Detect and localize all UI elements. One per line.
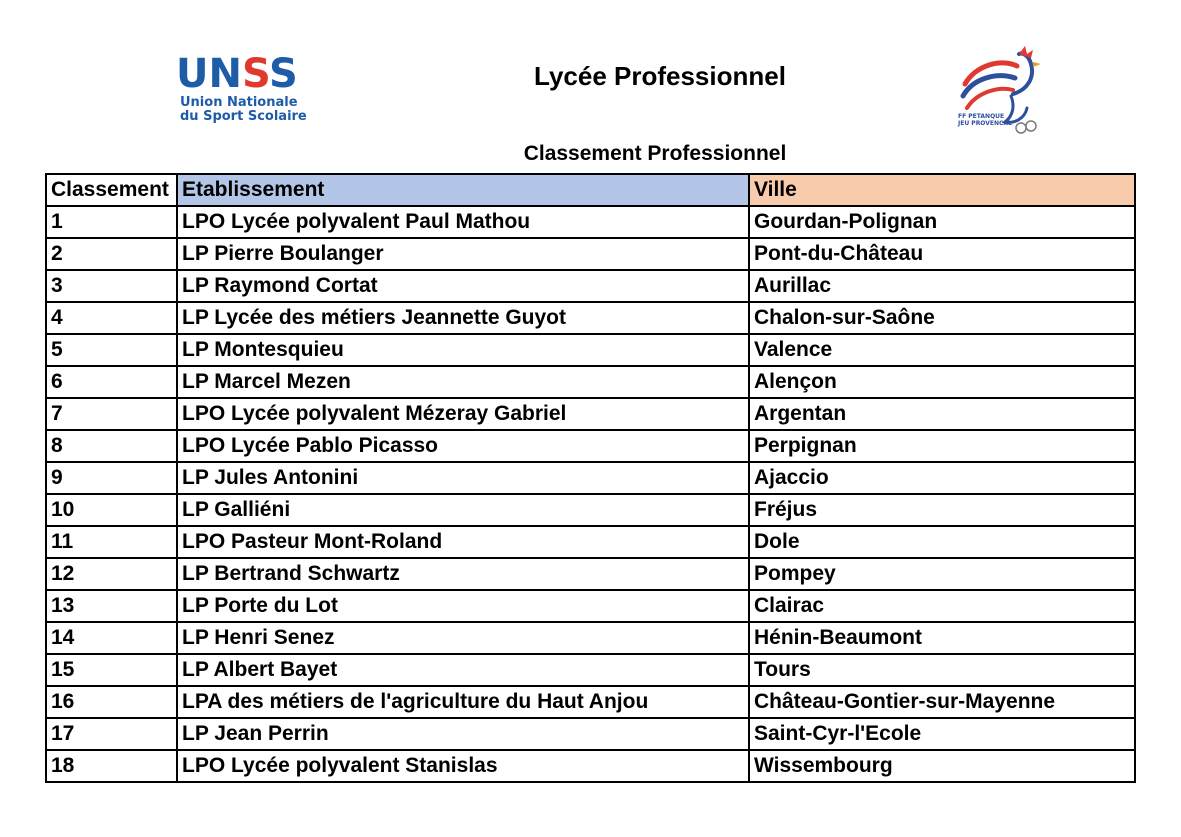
cell-classement: 7 <box>46 398 177 430</box>
cell-ville: Gourdan-Polignan <box>749 206 1135 238</box>
cell-ville: Alençon <box>749 366 1135 398</box>
cell-etablissement: LP Marcel Mezen <box>177 366 749 398</box>
table-row <box>46 398 1135 430</box>
cell-classement: 5 <box>46 334 177 366</box>
cell-etablissement: LP Henri Senez <box>177 622 749 654</box>
cell-classement: 17 <box>46 718 177 750</box>
table-row <box>46 270 1135 302</box>
cell-ville: Perpignan <box>749 430 1135 462</box>
cell-classement: 2 <box>46 238 177 270</box>
table-row <box>46 430 1135 462</box>
cell-classement: 9 <box>46 462 177 494</box>
cell-classement: 13 <box>46 590 177 622</box>
ffpjp-rooster-logo <box>955 44 1045 136</box>
cell-etablissement: LP Galliéni <box>177 494 749 526</box>
cell-etablissement: LPO Lycée polyvalent Stanislas <box>177 750 749 782</box>
cell-etablissement: LP Jules Antonini <box>177 462 749 494</box>
table-row <box>46 622 1135 654</box>
ffpjp-logo-line1: FF PETANQUE <box>958 113 1005 120</box>
cell-etablissement: LPO Pasteur Mont-Roland <box>177 526 749 558</box>
cell-ville: Hénin-Beaumont <box>749 622 1135 654</box>
cell-ville: Chalon-sur-Saône <box>749 302 1135 334</box>
table-row <box>46 718 1135 750</box>
cell-ville: Wissembourg <box>749 750 1135 782</box>
cell-ville: Fréjus <box>749 494 1135 526</box>
cell-classement: 10 <box>46 494 177 526</box>
table-row <box>46 526 1135 558</box>
cell-classement: 6 <box>46 366 177 398</box>
cell-classement: 4 <box>46 302 177 334</box>
cell-etablissement: LPO Lycée Pablo Picasso <box>177 430 749 462</box>
ranking-table <box>45 173 1136 783</box>
cell-etablissement: LP Albert Bayet <box>177 654 749 686</box>
table-row <box>46 686 1135 718</box>
unss-logo-wordmark: UNSS <box>176 51 298 97</box>
cell-ville: Valence <box>749 334 1135 366</box>
cell-etablissement: LPO Lycée polyvalent Mézeray Gabriel <box>177 398 749 430</box>
cell-classement: 1 <box>46 206 177 238</box>
cell-ville: Tours <box>749 654 1135 686</box>
cell-ville: Ajaccio <box>749 462 1135 494</box>
cell-classement: 11 <box>46 526 177 558</box>
cell-classement: 3 <box>46 270 177 302</box>
cell-etablissement: LP Lycée des métiers Jeannette Guyot <box>177 302 749 334</box>
cell-ville: Dole <box>749 526 1135 558</box>
cell-etablissement: LP Porte du Lot <box>177 590 749 622</box>
table-row <box>46 206 1135 238</box>
table-header-row <box>46 174 1135 206</box>
table-row <box>46 302 1135 334</box>
table-row <box>46 334 1135 366</box>
cell-classement: 12 <box>46 558 177 590</box>
table-row <box>46 590 1135 622</box>
ranking-subtitle: Classement Professionnel <box>523 142 787 165</box>
header-ville: Ville <box>749 174 1135 206</box>
cell-ville: Aurillac <box>749 270 1135 302</box>
cell-classement: 16 <box>46 686 177 718</box>
cell-ville: Château-Gontier-sur-Mayenne <box>749 686 1135 718</box>
table-row <box>46 462 1135 494</box>
header-classement: Classement <box>46 174 177 206</box>
table-row <box>46 750 1135 782</box>
cell-ville: Argentan <box>749 398 1135 430</box>
cell-etablissement: LP Montesquieu <box>177 334 749 366</box>
cell-ville: Clairac <box>749 590 1135 622</box>
table-row <box>46 654 1135 686</box>
ffpjp-logo-line2: JEU PROVENCAL <box>958 120 1012 127</box>
table-row <box>46 366 1135 398</box>
cell-etablissement: LPO Lycée polyvalent Paul Mathou <box>177 206 749 238</box>
cell-classement: 15 <box>46 654 177 686</box>
cell-classement: 18 <box>46 750 177 782</box>
unss-logo-tagline: Union Nationale du Sport Scolaire <box>180 95 307 124</box>
cell-ville: Saint-Cyr-l'Ecole <box>749 718 1135 750</box>
cell-classement: 14 <box>46 622 177 654</box>
table-row <box>46 494 1135 526</box>
cell-etablissement: LP Bertrand Schwartz <box>177 558 749 590</box>
cell-etablissement: LP Jean Perrin <box>177 718 749 750</box>
page-title: Lycée Professionnel <box>534 61 786 91</box>
cell-classement: 8 <box>46 430 177 462</box>
table-row <box>46 238 1135 270</box>
unss-logo <box>176 52 316 132</box>
cell-etablissement: LP Pierre Boulanger <box>177 238 749 270</box>
cell-ville: Pompey <box>749 558 1135 590</box>
table-row <box>46 558 1135 590</box>
cell-ville: Pont-du-Château <box>749 238 1135 270</box>
cell-etablissement: LP Raymond Cortat <box>177 270 749 302</box>
header-etablissement: Etablissement <box>177 174 749 206</box>
cell-etablissement: LPA des métiers de l'agriculture du Haut Anjou <box>177 686 749 718</box>
